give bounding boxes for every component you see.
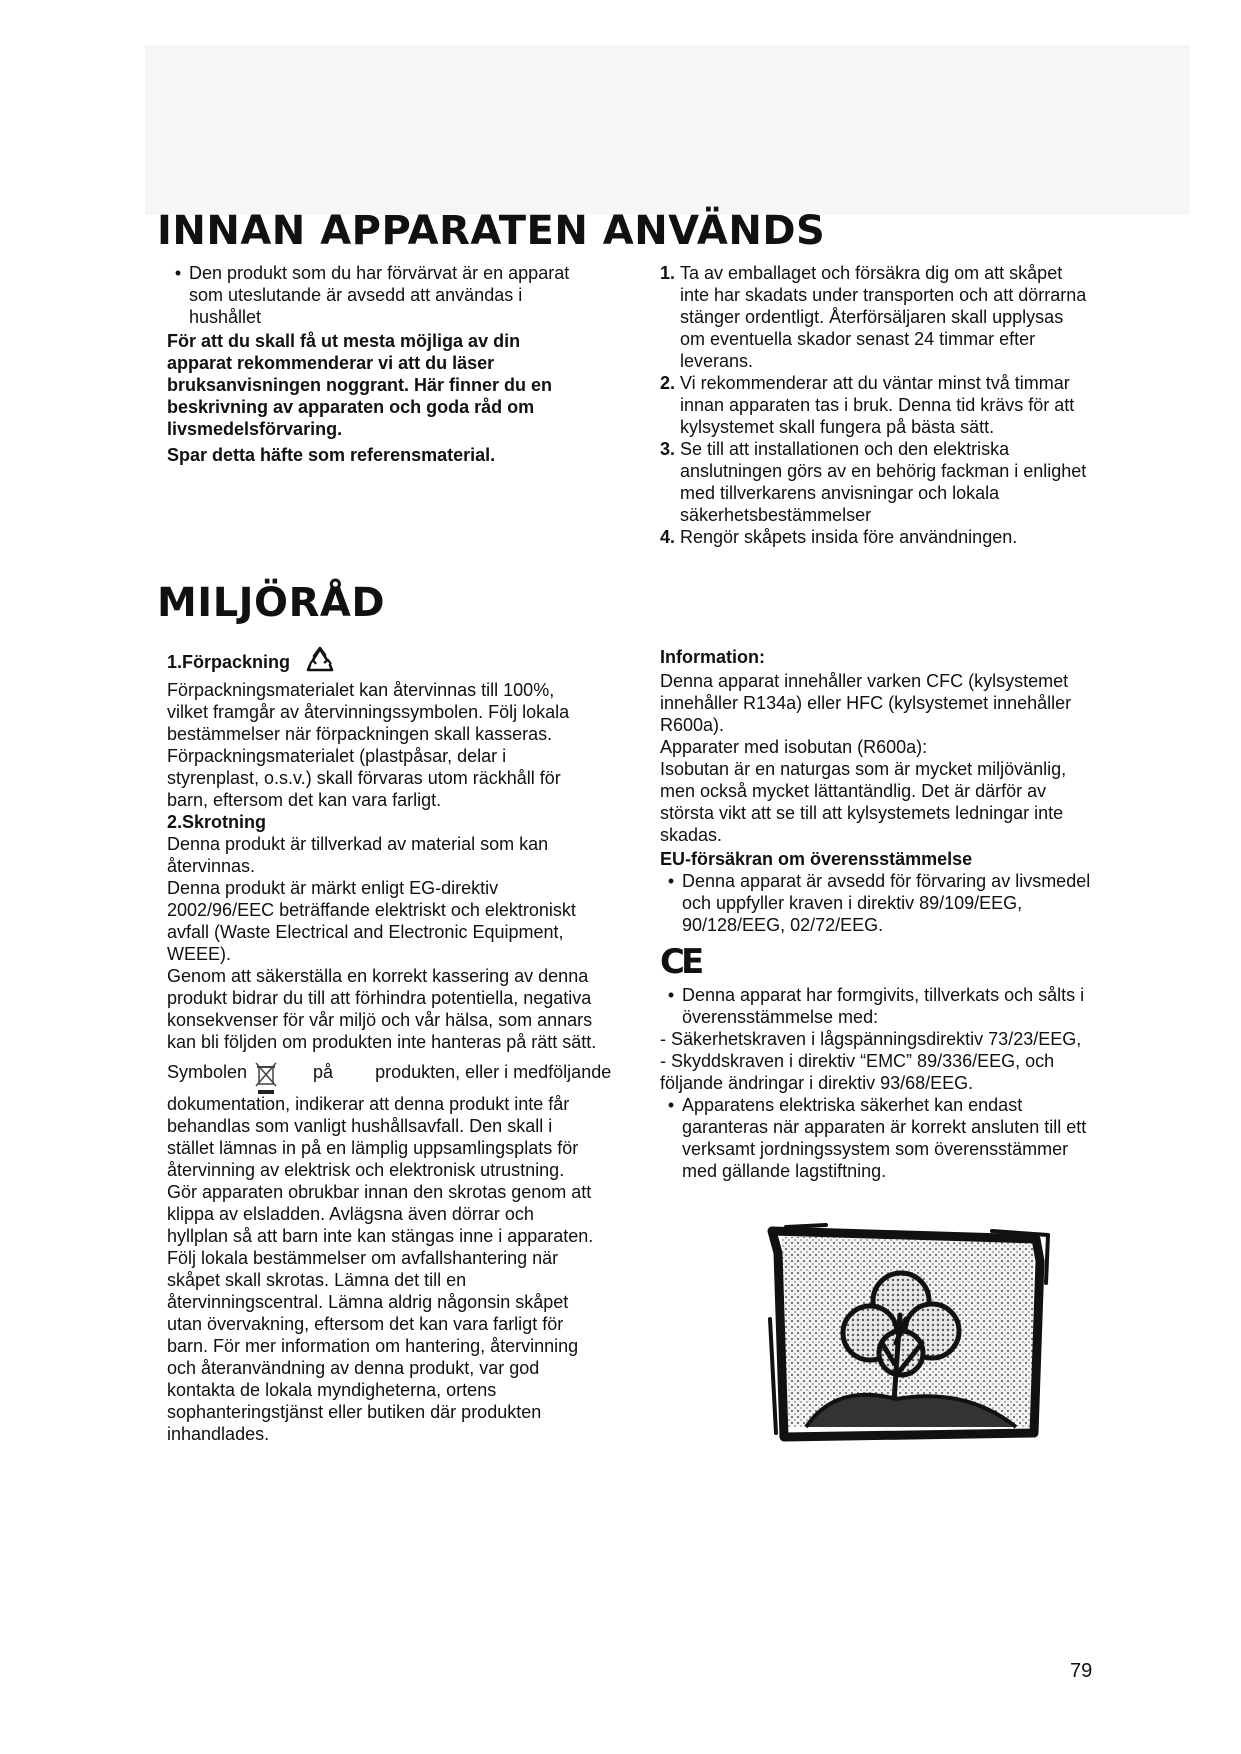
heading-before-use: INNAN APPARATEN ANVÄNDS	[157, 208, 826, 254]
step-text: Ta av emballaget och försäkra dig om att skåpet inte har skadats under transporten och att dörrarna stänger ordentligt. Återförsäljaren skall upplysas om eventuella skador senast 24 timmar efter leverans.	[680, 263, 1087, 371]
eu-bullet	[660, 984, 1100, 1028]
eu-bullet-text: Denna apparat är avsedd för förvaring av livsmedel och uppfyller kraven i direktiv 89/109/EEG, 90/128/EEG, 02/72/EEG.	[682, 871, 1091, 935]
bullet-glyph: •	[667, 1095, 675, 1115]
heading-environment: MILJÖRÅD	[157, 580, 386, 626]
step-item	[660, 262, 1090, 372]
environment-column	[167, 646, 612, 1445]
intro-column	[167, 262, 587, 466]
symbol-sentence	[167, 1061, 612, 1091]
intro-keep-note: Spar detta häfte som referensmaterial.	[167, 445, 496, 465]
directive-line: - Skyddskraven i direktiv “EMC” 89/336/EEG, och följande ändringar i direktiv 93/68/EEG.	[660, 1051, 1055, 1093]
symbol-continuation: dokumentation, indikerar att denna produkt inte får behandlas som vanligt hushållsavfall. Den skall i stället lämnas in på en lämplig uppsamlingsplats för återvinning av elektrisk och elektronisk utrustning.	[167, 1094, 579, 1180]
information-title: Information:	[660, 647, 765, 667]
page-background-tint	[145, 45, 1190, 215]
disposal-paragraph: Denna produkt är märkt enligt EG-direktiv 2002/96/EEC beträffande elektriskt och elektroniskt avfall (Waste Electrical and Electronic Equipment, WEEE).	[167, 878, 576, 964]
ce-mark: CE	[660, 942, 701, 982]
step-text: Se till att installationen och den elektriska anslutningen görs av en behörig fackman i enlighet med tillverkarens anvisningar och lokala säkerhetsbestämmelser	[680, 439, 1087, 525]
step-label: 3.	[660, 439, 676, 459]
directive-line: - Säkerhetskraven i lågspänningsdirektiv 73/23/EEG,	[660, 1029, 1082, 1049]
intro-bullet	[167, 262, 587, 328]
eu-declaration-title: EU-försäkran om överensstämmelse	[660, 849, 973, 869]
eu-bullet-text: Denna apparat har formgivits, tillverkats och sålts i överensstämmelse med:	[682, 985, 1085, 1027]
packaging-title: 1.Förpackning	[167, 652, 291, 672]
disposal-title: 2.Skrotning	[167, 812, 267, 832]
recycle-icon	[305, 646, 335, 679]
information-column	[660, 646, 1100, 1182]
disposal-paragraph: Följ lokala bestämmelser om avfallshantering när skåpet skall skrotas. Lämna det till en återvinningscentral. Lämna aldrig någonsin skåpet utan övervakning, eftersom det kan vara farligt för barn. För mer information om hantering, återvinning och återanvändning av denna produkt, var god kontakta de lokala myndigheterna, ortens sophanteringstjänst eller butiken där produkten inhandlades.	[167, 1248, 579, 1444]
disposal-paragraph: Genom att säkerställa en korrekt kassering av denna produkt bidrar du till att förhindra potentiella, negativa konsekvenser för vår miljö och vår hälsa, som annars kan bli följden om produkten inte hanteras på rätt sätt.	[167, 966, 597, 1052]
bullet-glyph: •	[174, 263, 182, 283]
intro-bullet-text: Den produkt som du har förvärvat är en apparat som uteslutande är avsedd att användas i hushållet	[189, 263, 570, 327]
page-number: 79	[1070, 1660, 1093, 1682]
step-item	[660, 526, 1090, 548]
eu-bullet	[660, 870, 1100, 936]
step-label: 1.	[660, 263, 676, 283]
symbol-rest: produkten, eller i medföljande	[375, 1062, 612, 1082]
symbol-word: Symbolen	[167, 1062, 248, 1082]
step-label: 4.	[660, 527, 676, 547]
step-text: Vi rekommenderar att du väntar minst två timmar innan apparaten tas i bruk. Denna tid krävs för att kylsystemet skall fungera på bästa sätt.	[680, 373, 1075, 437]
step-label: 2.	[660, 373, 676, 393]
step-item	[660, 438, 1090, 526]
disposal-paragraph: Gör apparaten obrukbar innan den skrotas genom att klippa av elsladden. Avlägsna även dörrar och hyllplan så att barn inte kan stängas inne i apparaten.	[167, 1182, 594, 1246]
crossed-bin-icon	[253, 1061, 279, 1091]
disposal-paragraph: Denna produkt är tillverkad av material som kan återvinnas.	[167, 834, 549, 876]
eu-bullet	[660, 1094, 1100, 1182]
step-item	[660, 372, 1090, 438]
information-paragraph: Isobutan är en naturgas som är mycket miljövänlig, men också mycket lättantändlig. Det är därför av största vikt att se till att kylsystemets ledningar inte skadas.	[660, 759, 1067, 845]
bullet-glyph: •	[667, 871, 675, 891]
on-word: på	[313, 1062, 334, 1082]
bullet-glyph: •	[667, 985, 675, 1005]
packaging-text: Förpackningsmaterialet kan återvinnas till 100%, vilket framgår av återvinningssymbolen. Följ lokala bestämmelser när förpackningen skall kasseras. Förpackningsmaterialet (plastpåsar, delar i styrenplast, o.s.v.) skall förvaras utom räckhåll för barn, eftersom det kan vara farligt.	[167, 680, 570, 810]
eu-bullet-text: Apparatens elektriska säkerhet kan endast garanteras när apparaten är korrekt ansluten till ett verksamt jordningssystem som överensstämmer med gällande lagstiftning.	[682, 1095, 1087, 1181]
steps-column	[660, 262, 1090, 548]
packaging-title-row	[167, 646, 597, 679]
information-paragraph: Denna apparat innehåller varken CFC (kylsystemet innehåller R134a) eller HFC (kylsystemet innehåller R600a).	[660, 671, 1072, 735]
isobutan-title: Apparater med isobutan (R600a):	[660, 737, 928, 757]
step-text: Rengör skåpets insida före användningen.	[680, 527, 1018, 547]
tree-illustration	[766, 1223, 1056, 1445]
intro-bold-paragraph: För att du skall få ut mesta möjliga av din apparat rekommenderar vi att du läser bruksanvisningen noggrant. Här finner du en beskrivning av apparaten och goda råd om livsmedelsförvaring.	[167, 331, 553, 439]
